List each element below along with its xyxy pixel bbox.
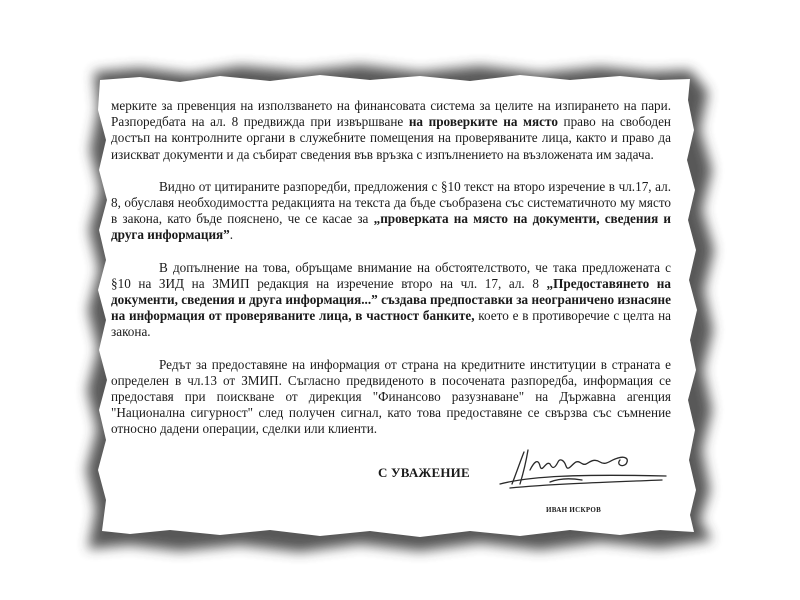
paragraph-4-text: Редът за предоставяне на информация от страна на кредитните институции в страната е определен в чл.13 от ЗМИП. Съгласно предвиденото в посочената разпоредба, информация се предоставя при поискване от дирекция "Финансово разузнаване" на Държавна агенция "Национална сигурност" след получен сигнал, като това предоставяне се свързва със съмнение относно дадени операции, сделки или клиенти. [111, 356, 671, 437]
paragraph-1 [111, 98, 671, 163]
paragraph-2-text-a: Видно от цитираните разпоредби, предложения с §10 текст на второ изречение в чл.17, ал. 8, обуславя необходимостта редакцията на текста да бъде съобразена със систематичното му място в закона, като бъде пояснено, че се касае за [111, 178, 671, 227]
paragraph-2-bold: „проверката на място на документи, сведения и друга информация” [111, 211, 671, 243]
letter-body [111, 98, 671, 454]
signature-icon [490, 440, 670, 500]
paragraph-2-text-b: . [229, 227, 234, 243]
paragraph-1-text-a: мерките за превенция на използването на финансовата система за целите на изпирането на пари. Разпоредбата на ал. 8 предвижда при извършване [111, 98, 671, 130]
closing-salutation: С УВАЖЕНИЕ [378, 465, 470, 480]
paragraph-3-text-a: В допълнение на това, обръщаме внимание на обстоятелството, че така предложената с §10 на ЗИД на ЗМИП редакция на изречение второ на чл. 17, ал. 8 [111, 259, 671, 291]
paragraph-4 [111, 357, 671, 438]
paragraph-3-bold: „Предоставянето на документи, сведения и друга информация...” създава предпоставки за неограничено изнасяне на информация от проверяваните лица, в частност банките, [111, 275, 671, 324]
paragraph-3-text-b: което е в противоречие с целта на закона. [111, 308, 671, 340]
signature-drawing [490, 440, 670, 500]
paragraph-1-text-b: право на свободен достъп на контролните органи в служебните помещения на проверяваните лица, както и право да изискват документи и да събират сведения във връзка с изпълнението на възложената им задача. [111, 114, 671, 162]
paragraph-2 [111, 179, 671, 244]
paragraph-3 [111, 260, 671, 341]
paragraph-1-bold: на проверките на място [408, 114, 558, 130]
signer-name: ИВАН ИСКРОВ [546, 506, 602, 514]
